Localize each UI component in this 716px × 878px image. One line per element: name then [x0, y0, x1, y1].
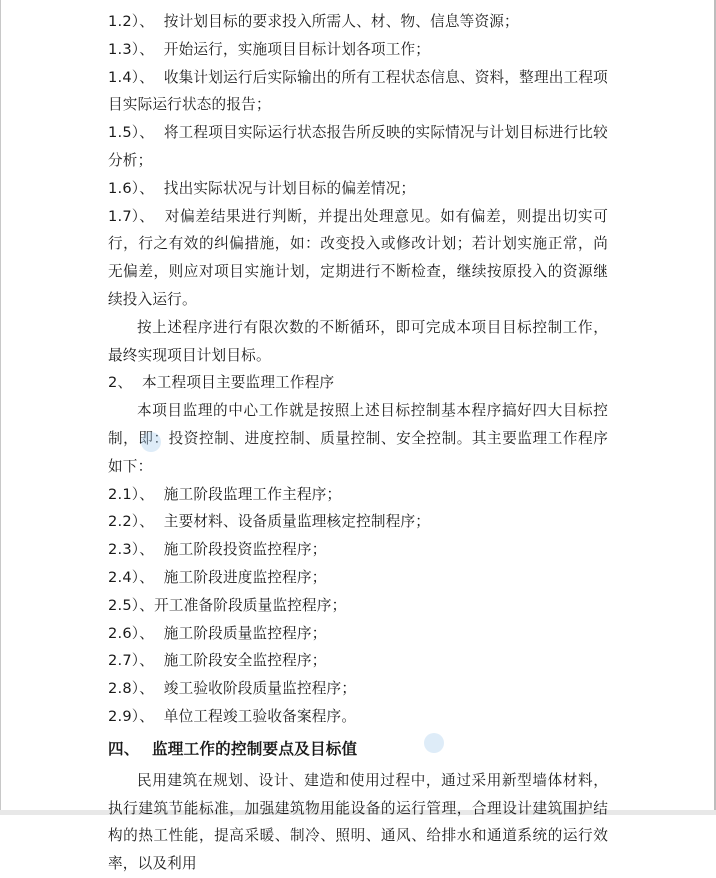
- list-text: 竣工验收阶段质量监控程序；: [163, 680, 357, 698]
- section-title-text: 本工程项目主要监理工作程序: [141, 374, 335, 392]
- list-text: 按计划目标的要求投入所需人、材、物、信息等资源；: [163, 13, 519, 30]
- list-text: 施工阶段进度监控程序；: [163, 568, 327, 586]
- list-number: 2.8）、: [108, 680, 155, 698]
- watermark-dot-2: [424, 733, 444, 753]
- list-number: 2.5）、: [108, 596, 155, 614]
- list-text: 开始运行，实施项目目标计划各项工作；: [163, 40, 431, 58]
- page-left-border: [0, 0, 1, 815]
- paragraph-center-work: 本项目监理的中心工作就是按照上述目标控制基本程序搞好四大目标控制，即：投资控制、进度控制、质量控制、安全控制。其主要监理工作程序如下：: [108, 402, 608, 475]
- list-number: 1.2）、: [108, 13, 155, 30]
- list-text: 施工阶段质量监控程序；: [163, 624, 327, 642]
- list-item-2-6: [108, 620, 608, 648]
- list-number: 1.3）、: [108, 40, 155, 58]
- list-item-2-3: [108, 536, 608, 564]
- list-text: 对偏差结果进行判断，并提出处理意见。如有偏差，则提出切实可行，行之有效的纠偏措施，如：改变投入或修改计划；若计划实施正常，尚无偏差，则应对项目实施计划，定期进行不断检查，继续按原投入的资源继续投入运行。: [108, 207, 608, 308]
- list-text: 收集计划运行后实际输出的所有工程状态信息、资料，整理出工程项目实际运行状态的报告；: [108, 68, 608, 114]
- document-page: [108, 0, 608, 873]
- list-item-1-5: [108, 119, 608, 175]
- paragraph-civil-building: 民用建筑在规划、设计、建造和使用过程中，通过采用新型墙体材料，执行建筑节能标准，加强建筑物用能设备的运行管理，合理设计建筑围护结构的热工性能，提高采暖、制冷、照明、通风、给排水和通道系统的运行效率，以及利用: [108, 771, 608, 873]
- list-text: 主要材料、设备质量监理核定控制程序；: [163, 513, 431, 531]
- list-item-2-7: [108, 647, 608, 675]
- heading-number: 四、: [108, 739, 140, 758]
- cut-off-top-line: [108, 0, 351, 7]
- list-number: 1.5）、: [108, 124, 155, 142]
- document-body: [108, 8, 608, 878]
- list-item-1-7: [108, 203, 608, 314]
- list-number: 2.7）、: [108, 652, 155, 670]
- list-number: 2.4）、: [108, 568, 155, 586]
- list-text: 将工程项目实际运行状态报告所反映的实际情况与计划目标进行比较分析；: [108, 124, 608, 169]
- list-number: 1.6）、: [108, 179, 155, 197]
- list-number: 2.3）、: [108, 541, 155, 559]
- list-number: 1.7）、: [108, 207, 155, 225]
- list-text: 单位工程竣工验收备案程序。: [163, 707, 357, 725]
- list-number: 2.6）、: [108, 624, 155, 642]
- section-number: 2、: [108, 374, 133, 392]
- list-number: 2.2）、: [108, 513, 155, 531]
- list-text: 开工准备阶段质量监控程序；: [154, 596, 347, 614]
- list-item-1-3: [108, 36, 608, 64]
- heading-title: 监理工作的控制要点及目标值: [152, 739, 358, 758]
- list-item-2-5: [108, 592, 608, 620]
- heading-section-4: [108, 734, 608, 764]
- list-item-2-8: [108, 675, 608, 703]
- list-number: 2.1）、: [108, 485, 155, 503]
- list-text: 施工阶段安全监控程序；: [163, 652, 327, 670]
- list-item-1-4: [108, 64, 608, 120]
- list-item-2-1: [108, 481, 608, 509]
- list-item-2-9: [108, 703, 608, 731]
- list-text: 施工阶段监理工作主程序；: [163, 485, 342, 503]
- list-item-2-2: [108, 508, 608, 536]
- list-text: 施工阶段投资监控程序；: [163, 541, 327, 559]
- list-number: 1.4）、: [108, 68, 155, 86]
- section-2-title: [108, 369, 608, 397]
- paragraph-cycle: 按上述程序进行有限次数的不断循环，即可完成本项目目标控制工作，最终实现项目计划目标。: [108, 318, 608, 364]
- list-item-2-4: [108, 564, 608, 592]
- list-item-1-2: [108, 8, 608, 36]
- watermark-dot-1: [141, 432, 161, 452]
- list-text: 找出实际状况与计划目标的偏差情况；: [163, 179, 416, 197]
- list-number: 2.9）、: [108, 707, 155, 725]
- list-item-1-6: [108, 175, 608, 203]
